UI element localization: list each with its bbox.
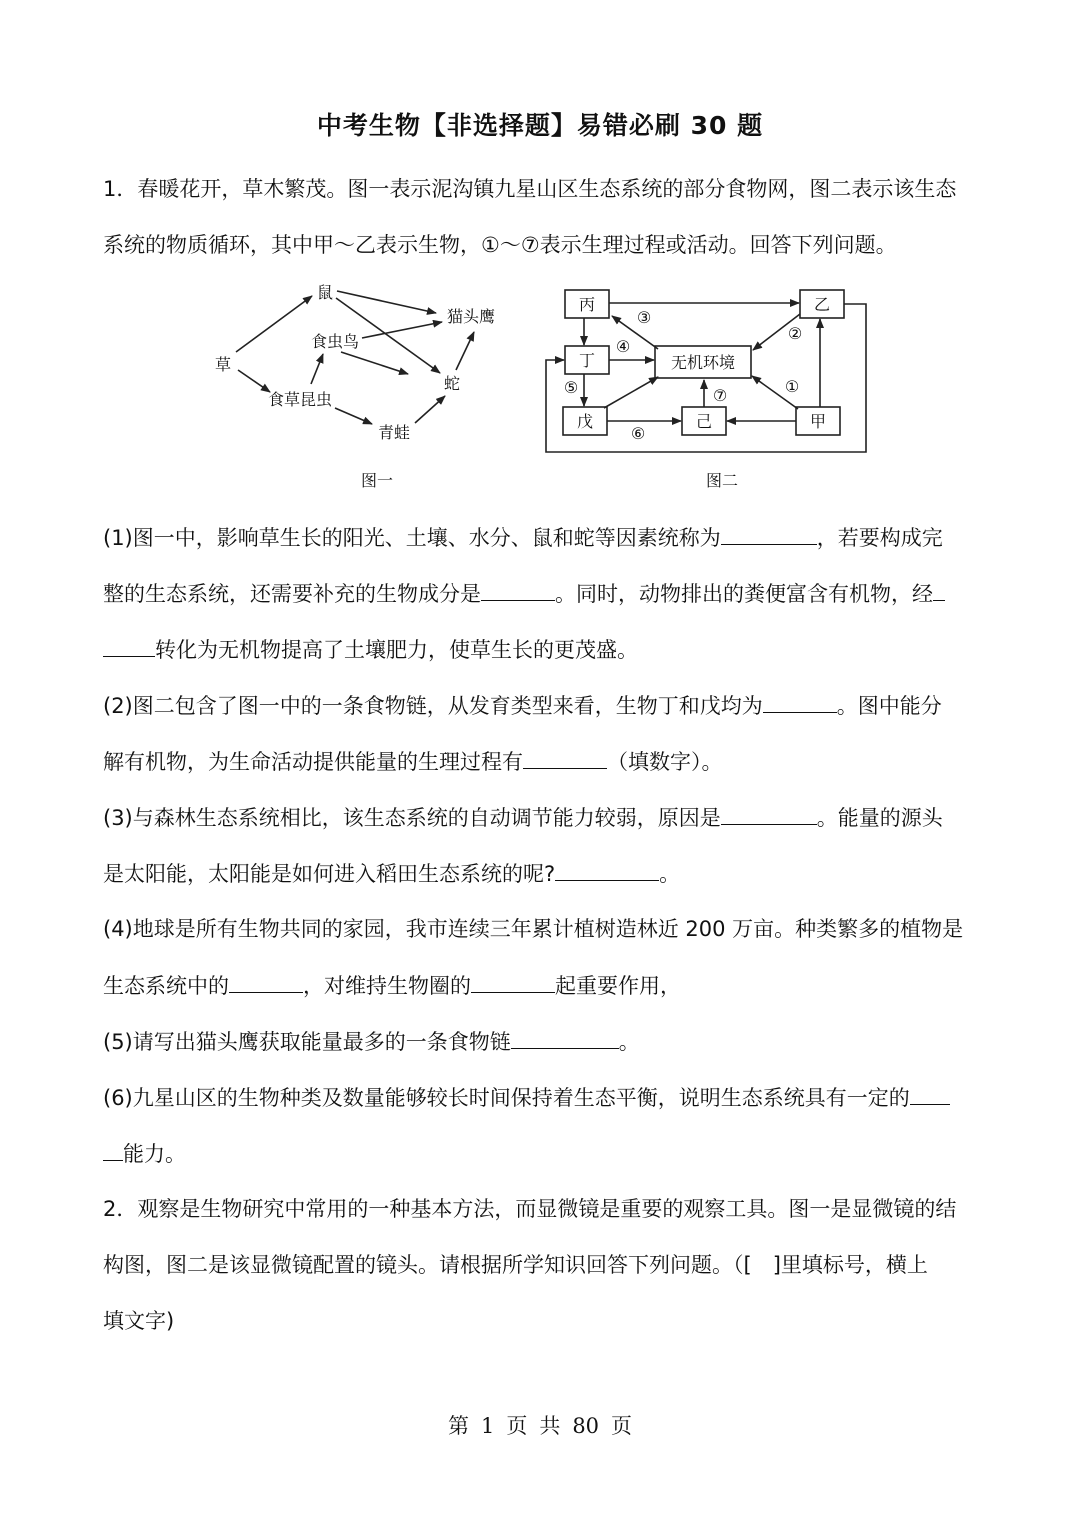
- box-ji-label: 己: [695, 412, 713, 431]
- arrow-she-maotouying: [456, 332, 474, 370]
- q1-part1-line-2: 整的生态系统，还需要补充的生物成分是 。同时，动物排出的粪便富含有机物，经: [103, 578, 945, 609]
- q1-part4-line-2: 生态系统中的 ，对维持生物圈的 起重要作用，: [103, 970, 681, 1001]
- process-2: ②: [787, 324, 803, 343]
- answer-blank[interactable]: [481, 578, 555, 601]
- arrow-shichongniao-she: [341, 352, 408, 374]
- box-ding-label: 丁: [578, 351, 596, 370]
- process-3: ③: [636, 308, 652, 327]
- process-4: ④: [615, 337, 631, 356]
- q1-part5-line-1: (5)请写出猫头鹰获取能量最多的一条食物链 。: [103, 1026, 640, 1057]
- answer-blank[interactable]: [511, 1026, 619, 1049]
- answer-blank[interactable]: [555, 858, 659, 881]
- node-shecaokunchong: 食草昆虫: [267, 390, 333, 409]
- q1-part6-line-1: (6)九星山区的生物种类及数量能够较长时间保持着生态平衡，说明生态系统具有一定的: [103, 1082, 950, 1113]
- q2-stem-line-3: 填文字): [103, 1309, 175, 1333]
- answer-blank[interactable]: [103, 1138, 123, 1161]
- figure-2-caption: 图二: [705, 471, 739, 490]
- arrow-cao-shu: [236, 296, 312, 352]
- total-pages: 80: [572, 1414, 600, 1438]
- node-maotouying: 猫头鹰: [446, 307, 496, 326]
- box-bing-label: 丙: [578, 295, 596, 314]
- arrow-qingwa-she: [415, 396, 445, 423]
- box-jia-label: 甲: [809, 412, 827, 431]
- figure-1-caption: 图一: [360, 471, 394, 490]
- arrow-shecaokunchong-shichongniao: [311, 354, 323, 384]
- q2-stem-line-1: 2．观察是生物研究中常用的一种基本方法，而显微镜是重要的观察工具。图一是显微镜的结: [103, 1197, 957, 1221]
- node-shichongniao: 食虫鸟: [310, 332, 360, 351]
- box-env-label: 无机环境: [670, 353, 736, 372]
- node-qingwa: 青蛙: [377, 423, 411, 442]
- q1-part3-line-1: (3)与森林生态系统相比，该生态系统的自动调节能力较弱，原因是 。能量的源头: [103, 802, 943, 833]
- answer-blank[interactable]: [933, 578, 945, 601]
- box-wu-label: 戊: [576, 412, 594, 431]
- answer-blank[interactable]: [103, 634, 155, 657]
- answer-blank[interactable]: [471, 970, 555, 993]
- q1-part4-line-1: (4)地球是所有生物共同的家园，我市连续三年累计植树造林近 200 万亩。种类繁多的植物是: [103, 917, 964, 941]
- node-she: 蛇: [443, 374, 461, 393]
- answer-blank[interactable]: [229, 970, 303, 993]
- q2-stem-line-2: 构图，图二是该显微镜配置的镜头。请根据所学知识回答下列问题。（[ ]里填标号，横上: [103, 1253, 928, 1277]
- process-7: ⑦: [712, 386, 728, 405]
- q1-part6-line-2: 能力。: [103, 1138, 186, 1169]
- process-6: ⑥: [630, 424, 646, 443]
- arrow-shecaokunchong-qingwa: [335, 408, 372, 424]
- figures: [0, 0, 1080, 520]
- arrow-shichongniao-maotouying: [362, 322, 442, 338]
- q1-part1-line-1: (1)图一中，影响草生长的阳光、土壤、水分、鼠和蛇等因素统称为 ，若要构成完: [103, 522, 943, 553]
- answer-blank[interactable]: [721, 522, 817, 545]
- node-shu: 鼠: [316, 283, 334, 302]
- answer-blank[interactable]: [763, 690, 837, 713]
- process-1: ①: [784, 377, 800, 396]
- q1-part2-line-1: (2)图二包含了图一中的一条食物链，从发育类型来看，生物丁和戊均为 。图中能分: [103, 690, 942, 721]
- q1-part2-line-2: 解有机物，为生命活动提供能量的生理过程有 （填数字）。: [103, 746, 723, 777]
- box-yi-label: 乙: [813, 295, 831, 314]
- answer-blank[interactable]: [523, 746, 607, 769]
- page-title: 中考生物【非选择题】易错必刷 30 题: [316, 111, 764, 140]
- q1-stem-line-1: 1．春暖花开，草木繁茂。图一表示泥沟镇九星山区生态系统的部分食物网，图二表示该生态: [103, 177, 957, 201]
- current-page: 1: [480, 1414, 495, 1438]
- answer-blank[interactable]: [910, 1082, 950, 1105]
- arrow-cao-shecaokunchong: [238, 370, 270, 392]
- q1-part1-line-3: 转化为无机物提高了土壤肥力，使草生长的更茂盛。: [103, 634, 638, 665]
- page-footer: 第 1 页 共 80 页: [447, 1414, 633, 1438]
- q1-part3-line-2: 是太阳能，太阳能是如何进入稻田生态系统的呢? 。: [103, 858, 680, 889]
- answer-blank[interactable]: [721, 802, 817, 825]
- process-5: ⑤: [563, 378, 579, 397]
- q1-stem-line-2: 系统的物质循环，其中甲～乙表示生物，①～⑦表示生理过程或活动。回答下列问题。: [103, 233, 897, 257]
- node-cao: 草: [214, 355, 232, 374]
